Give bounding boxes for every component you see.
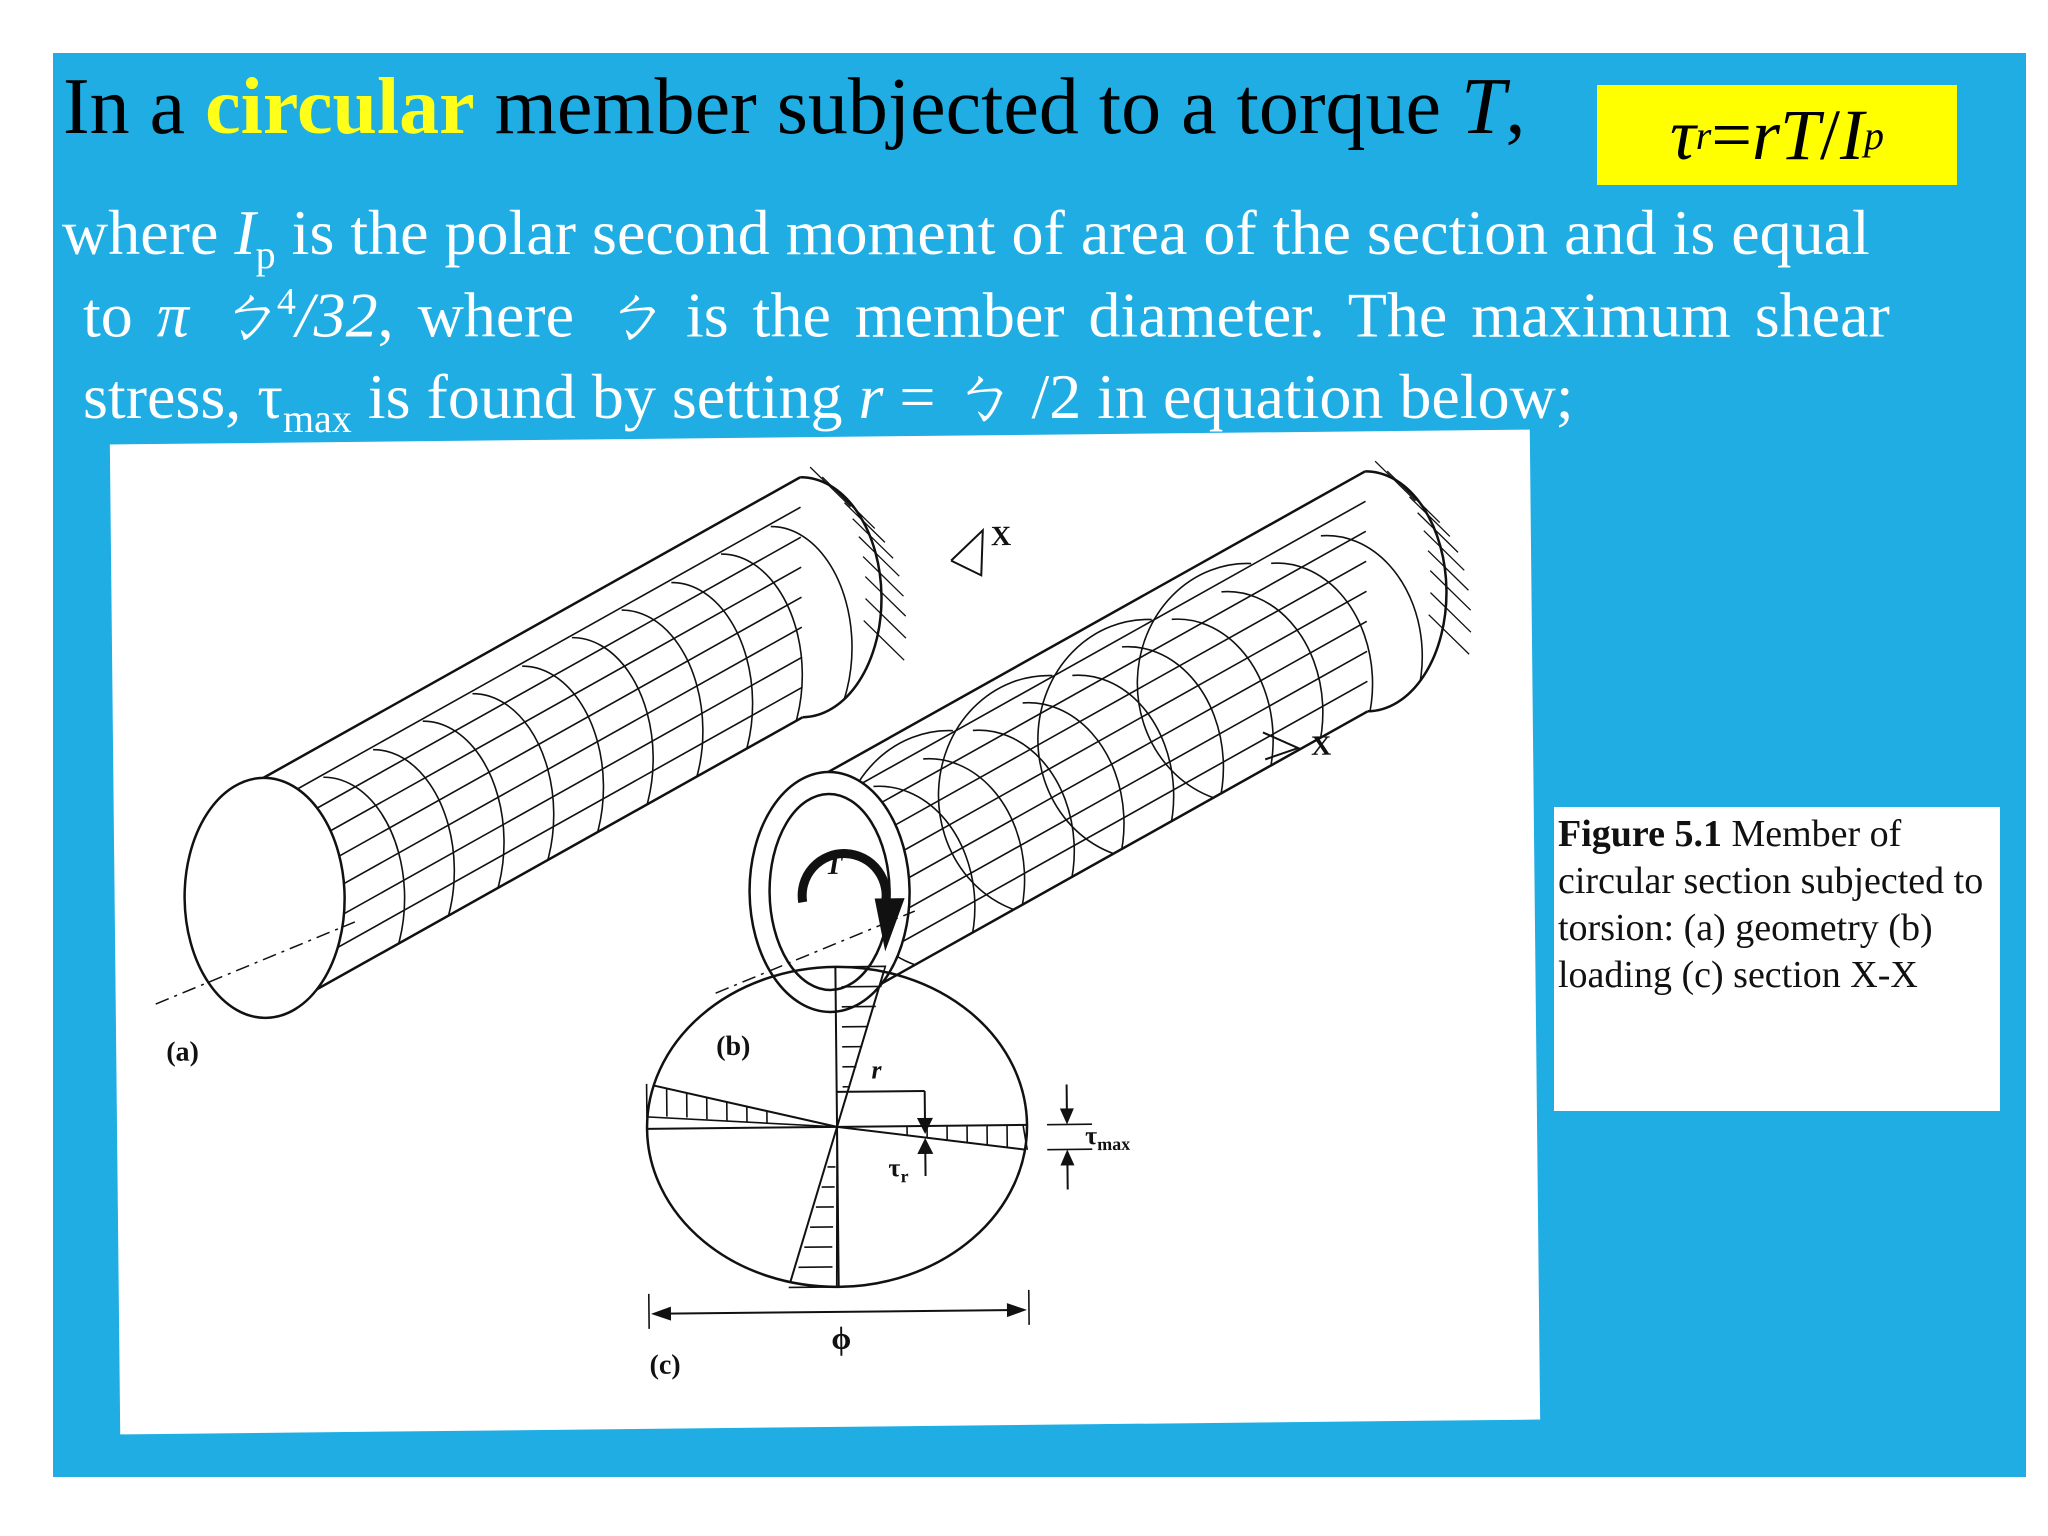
tau-max-symbol: τ	[1084, 1121, 1098, 1151]
label-section-x-bottom: X	[1310, 730, 1332, 762]
label-diameter-phi: ϕ	[831, 1319, 852, 1356]
slide-title	[63, 61, 1526, 153]
torsion-diagram-svg	[110, 430, 1540, 1435]
para-text: is the polar second moment of area of the section and is equal	[275, 197, 1870, 268]
para-text: /2 in equation below;	[1015, 361, 1574, 432]
torsion-figure	[110, 430, 1540, 1435]
paragraph-line-1	[62, 197, 1870, 277]
radius-symbol: r	[858, 361, 884, 432]
formula-rhs: rT	[1751, 94, 1821, 175]
pi-expression: π ㄅ	[156, 279, 277, 351]
label-a: (a)	[166, 1036, 200, 1068]
caption-text: Member of circular section subjected to torsion: (a) geometry (b) loading (c) section X-X	[1558, 813, 1984, 996]
label-section-x-top: X	[990, 521, 1012, 553]
title-comma: ,	[1505, 63, 1526, 151]
polar-moment-symbol: I	[234, 197, 256, 268]
formula-tau-sub: r	[1695, 112, 1712, 158]
title-text-post: member subjected to a torque	[474, 63, 1462, 151]
para-text: to	[83, 279, 157, 351]
shear-stress-formula	[1597, 85, 1957, 185]
formula-ip: I	[1840, 94, 1865, 175]
tau-r-symbol: τ	[888, 1153, 901, 1183]
diameter-symbol: ㄅ	[597, 279, 662, 351]
para-text: where	[62, 197, 235, 268]
label-c: (c)	[649, 1349, 681, 1381]
para-text: =	[883, 361, 952, 432]
slide-panel	[53, 53, 2026, 1477]
para-text: is the member diameter. The maximum shear	[661, 279, 1890, 351]
tau-max-sub: max	[282, 395, 352, 441]
label-torque-T: T	[825, 849, 843, 881]
exponent-4: 4	[276, 281, 296, 323]
formula-tau: τ	[1669, 94, 1696, 175]
label-radius-r: r	[871, 1055, 882, 1085]
polar-moment-sub: p	[255, 231, 276, 277]
label-b: (b)	[716, 1030, 751, 1063]
formula-equals: =	[1711, 94, 1752, 175]
paragraph-line-2	[83, 279, 1890, 351]
label-tau-r	[888, 1153, 908, 1186]
cylinder-loading-b	[710, 460, 1475, 1028]
caption-figure-number: Figure 5.1	[1558, 813, 1722, 855]
formula-slash: /	[1820, 94, 1841, 175]
title-highlight-word: circular	[205, 63, 475, 151]
tau-r-subscript: r	[900, 1166, 909, 1187]
label-tau-max	[1085, 1121, 1130, 1154]
diameter-symbol: ㄅ	[951, 361, 1016, 432]
cross-section-c	[645, 964, 1094, 1329]
paragraph-line-3	[83, 361, 1574, 441]
torque-symbol: T	[1461, 63, 1506, 151]
figure-caption	[1554, 807, 2000, 1111]
para-text: stress, τ	[83, 361, 283, 432]
tau-max-subscript: max	[1097, 1133, 1131, 1155]
para-text: , where	[377, 279, 598, 351]
para-text: is found by setting	[351, 361, 859, 432]
divide-32: /32	[295, 279, 378, 351]
title-text-pre: In a	[63, 63, 206, 151]
formula-ip-sub: p	[1864, 112, 1885, 158]
